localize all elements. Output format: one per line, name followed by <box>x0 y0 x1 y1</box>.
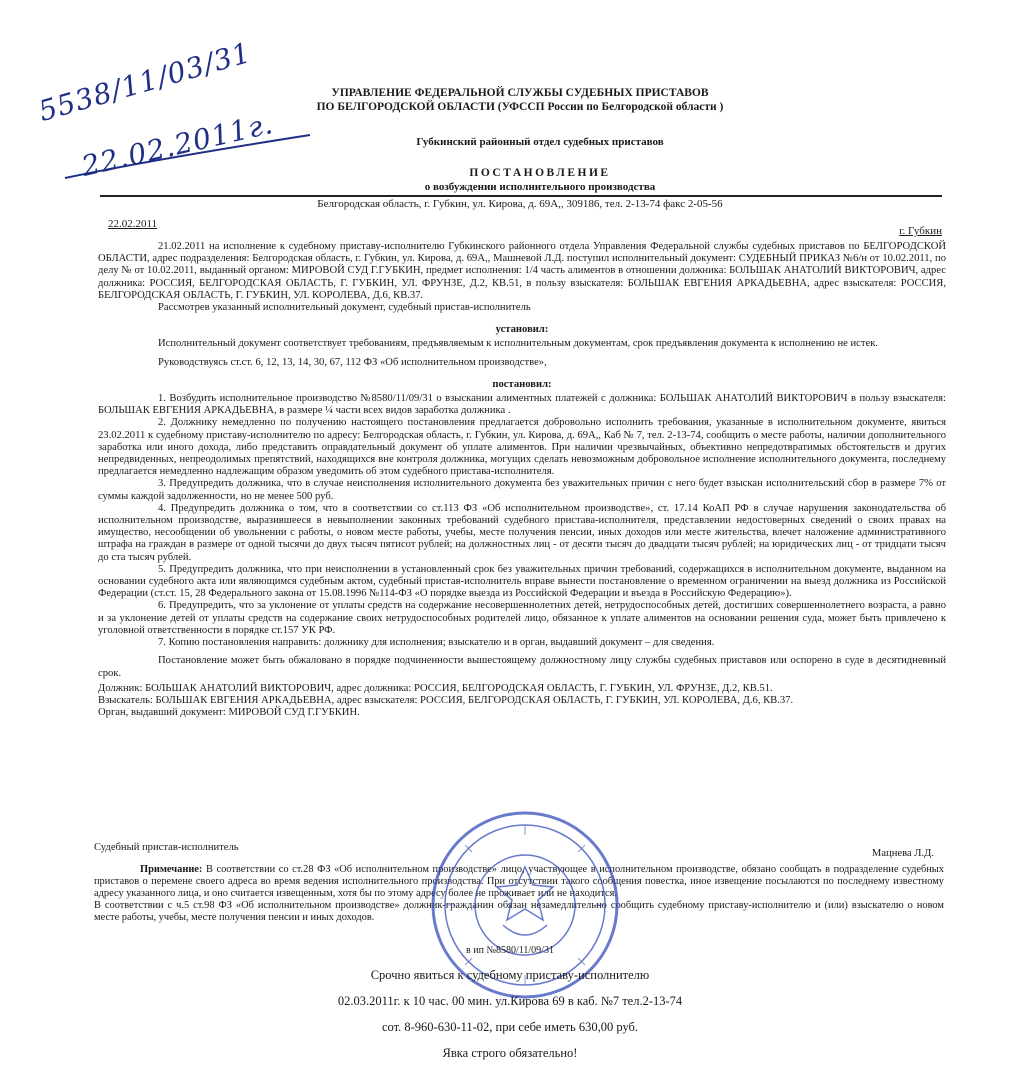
org-line-1: УПРАВЛЕНИЕ ФЕДЕРАЛЬНОЙ СЛУЖБЫ СУДЕБНЫХ ПРИСТАВОВ <box>331 87 709 99</box>
summons-line-3: сот. 8-960-630-11-02, при себе иметь 630,00 руб. <box>381 1020 639 1034</box>
handwritten-date: 22.02.2011г. <box>78 106 277 183</box>
resolved-heading: постановил: <box>492 378 552 390</box>
resolution-item: 3. Предупредить должника, что в случае неисполнения исполнительного документа без уважительных причин с него будет взыскан исполнительский сбор в размере 7% от суммы каждой задолженности, но не менее 500 руб. <box>98 478 946 502</box>
doc-subtitle: о возбуждении исполнительного производства <box>424 181 656 193</box>
resolution-item: 7. Копию постановления направить: должнику для исполнения; взыскателю и в орган, выдавший документ – для сведения. <box>158 637 715 649</box>
resolution-item: 5. Предупредить должника, что при неисполнении в установленный срок без уважительных причин требований, содержащихся в исполнительном документе, выданном на основании судебного акта или являющимся судебным актом, судебный пристав-исполнитель вправе вынести постановление о временном ограничении на выезд должника из Российской Федерации (ст.ст. 15, 28 Федерального закона от 15.08.1996 №114-ФЗ «О порядке выезда из Российской Федерации и въезда в Российскую Федерацию»). <box>98 563 946 600</box>
appeal-paragraph: Постановление может быть обжаловано в порядке подчиненности вышестоящему должностному лицу службы судебных приставов или оспорено в суде в десятидневный срок. <box>98 655 946 679</box>
resolution-item: 2. Должнику немедленно по получению настоящего постановления предлагается добровольно исполнить требования, указанные в исполнительном документе, явиться 23.02.2011 к судебному приставу-исполнителю по адресу: Белгородская область, г. Губкин, ул. Кирова, д. 69А,, Каб № 7, тел. 2-13-74, сообщить о месте работы, наличии дополнительного заработка или иного дохода, либо представить оправдательный документ об уплате алиментов. При наличии чрезвычайных, объективно непредотвратимых обстоятельств и других непредвиденных, непреодолимых препятствий, находящихся вне контроля должника, могущих сделать невозможным добровольное исполнение исполнительного документа, последнему предлагается немедленно надлежащим образом уведомить об этом судебного пристава-исполнителя. <box>98 417 946 478</box>
org-line-2: ПО БЕЛГОРОДСКОЙ ОБЛАСТИ (УФССП России по Белгородской области ) <box>316 101 724 113</box>
guided-paragraph: Руководствуясь ст.ст. 6, 12, 13, 14, 30, 67, 112 ФЗ «Об исполнительном производстве», <box>158 356 547 368</box>
resolution-item: 1. Возбудить исполнительное производство №8580/11/09/31 о взыскании алиментных платежей с должника: БОЛЬШАК АНАТОЛИЙ ВИКТОРОВИЧ в пользу взыскателя: БОЛЬШАК ЕВГЕНИЯ АРКАДЬЕВНА, в размере ¼ части всех видов заработка должника . <box>98 393 946 417</box>
summons-line-1: Срочно явиться к судебному приставу-исполнителю <box>370 968 650 982</box>
summons-line-4: Явка строго обязательно! <box>442 1046 578 1060</box>
department-name: Губкинский районный отдел судебных приставов <box>416 136 664 148</box>
note-text-1: В соответствии со ст.28 ФЗ «Об исполнительном производстве» лицо, участвующее в исполнительном производстве, обязано сообщать в подразделение судебных приставов о перемене своего адреса во время ведения исполнительного производства. При отсутствии такого сообщения повестка, иное извещение посылаются по последнему известному адресу указанного лица, и оно считается извещенным, хотя бы по этому адресу более не проживает или не находится. <box>94 864 944 899</box>
established-paragraph: Исполнительный документ соответствует требованиям, предъявляемым к исполнительным документам, срок предъявления документа к исполнению не истек. <box>158 338 878 350</box>
creditor-line: Взыскатель: БОЛЬШАК ЕВГЕНИЯ АРКАДЬЕВНА, адрес взыскателя: РОССИЯ, БЕЛГОРОДСКАЯ ОБЛАСТЬ, Г. ГУБКИН, УЛ. КОРОЛЕВА, Д.6, КВ.37. <box>98 694 794 706</box>
doc-title: ПОСТАНОВЛЕНИЕ <box>469 167 611 179</box>
document-date: 22.02.2011 <box>108 218 158 230</box>
considered-paragraph: Рассмотрев указанный исполнительный документ, судебный пристав-исполнитель <box>158 302 531 314</box>
established-heading: установил: <box>495 324 549 336</box>
handwritten-registration-number: 5538/11/03/31 <box>34 35 255 129</box>
note-label: Примечание: <box>140 864 203 875</box>
office-address: Белгородская область, г. Губкин, ул. Кирова, д. 69А,, 309186, тел. 2-13-74 факс 2-05-56 <box>317 198 723 210</box>
issuer-line: Орган, выдавший документ: МИРОВОЙ СУД Г.ГУБКИН. <box>98 707 360 719</box>
header-divider <box>100 195 942 197</box>
document-city: г. Губкин <box>899 225 942 237</box>
summons-line-2: 02.03.2011г. к 10 час. 00 мин. ул.Кирова 69 в каб. №7 тел.2-13-74 <box>337 994 683 1008</box>
signature-name: Мацнева Л.Д. <box>871 848 934 859</box>
intro-paragraph: 21.02.2011 на исполнение к судебному приставу-исполнителю Губкинского районного отдела Управления Федеральной службы судебных приставов по БЕЛГОРОДСКОЙ ОБЛАСТИ, адрес подразделения: Белгородская область, г. Губкин, ул. Кирова, д. 69А,, Машневой Л.Д. поступил исполнительный документ: СУДЕБНЫЙ ПРИКАЗ №6/н от 10.02.2011, по делу № от 10.02.2011, выданный органом: МИРОВОЙ СУД Г.ГУБКИН, предмет исполнения: 1/4 часть алиментов в отношении должника: БОЛЬШАК АНАТОЛИЙ ВИКТОРОВИЧ, адрес должника: РОССИЯ, БЕЛГОРОДСКАЯ ОБЛАСТЬ, Г. ГУБКИН, УЛ. ФРУНЗЕ, Д.2, КВ.51, в пользу взыскателя: БОЛЬШАК ЕВГЕНИЯ АРКАДЬЕВНА, адрес взыскателя: РОССИЯ, БЕЛГОРОДСКАЯ ОБЛАСТЬ, Г. ГУБКИН, УЛ. КОРОЛЕВА, Д.6, КВ.37. <box>98 241 946 301</box>
signature-role: Судебный пристав-исполнитель <box>94 842 239 853</box>
resolution-item: 4. Предупредить должника о том, что в соответствии со ст.113 ФЗ «Об исполнительном производстве», ст. 17.14 КоАП РФ в случае нарушения законодательства об исполнительном производстве, выразившееся в невыполнении законных требований судебного пристава-исполнителя, представлении недостоверных сведений о своих правах на имущество, несообщении об увольнении с работы, о новом месте работы, учебы, месте получения пенсии, иных доходов или месте жительства, влечет наложение административного штрафа на граждан в размере от одной тысячи до двух тысяч пятисот рублей; на должностных лиц - от десяти тысяч до двадцати тысяч рублей; на юридических лиц - от тридцати тысяч до ста тысяч рублей. <box>98 502 946 563</box>
case-reference: в ип №8580/11/09/31 <box>466 945 554 956</box>
debtor-line: Должник: БОЛЬШАК АНАТОЛИЙ ВИКТОРОВИЧ, адрес должника: РОССИЯ, БЕЛГОРОДСКАЯ ОБЛАСТЬ, Г. ГУБКИН, УЛ. ФРУНЗЕ, Д.2, КВ.51. <box>98 682 773 694</box>
document-body <box>98 241 946 719</box>
resolution-item: 6. Предупредить, что за уклонение от уплаты средств на содержание несовершеннолетних детей, нетрудоспособных детей, достигших совершеннолетнего возраста, а равно и за уклонение детей от уплаты средств на содержание своих нетрудоспособных родителей лицо, обязанное к уплате алиментов на основании решения суда, может быть привлечено к уголовной ответственности в порядке ст.157 УК РФ. <box>98 600 946 636</box>
note-text-2: В соответствии с ч.5 ст.98 ФЗ «Об исполнительном производстве» должник-гражданин обязан незамедлительно сообщить судебному приставу-исполнителю и (или) взыскателю о новом месте работы, учебы, месте получения пенсии и иных доходов. <box>94 900 944 923</box>
header-organization <box>10 86 1020 114</box>
